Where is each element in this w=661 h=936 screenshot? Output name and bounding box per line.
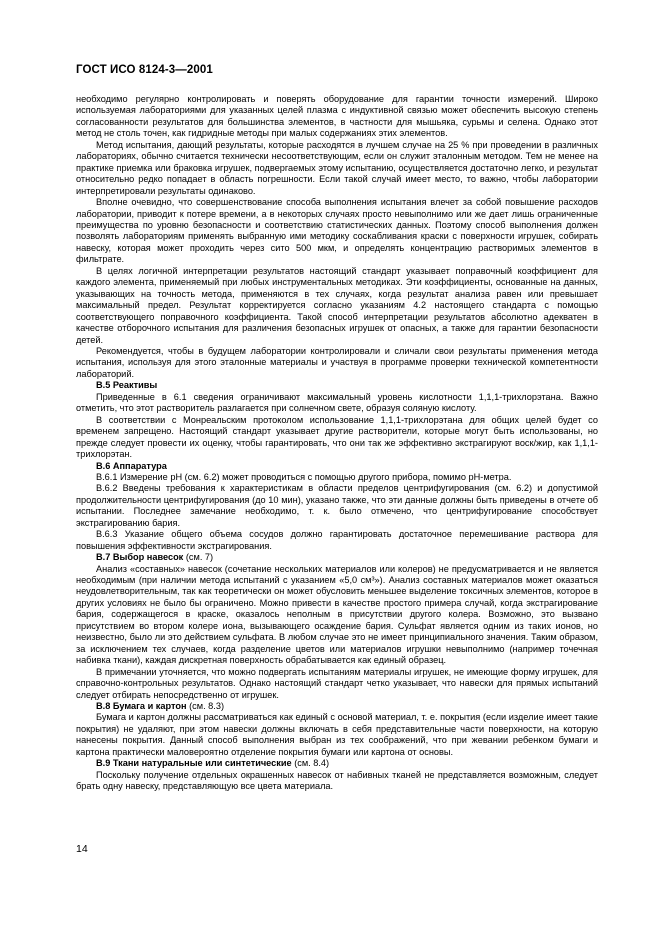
paragraph: В.6.1 Измерение pH (см. 6.2) может проводиться с помощью другого прибора, помимо pH-метра. [96, 471, 512, 482]
paragraph: Метод испытания, дающий результаты, которые расходятся в лучшем случае на 25 % при проведении в различных лабораториях, обычно считается технически несоответствующим, если он служит эталонным методом. Тем не менее на практике приемка или браковка игрушек, подвергаемых этому испытанию, осуществляется достаточно легко, и результат относительно редко попадает в область погрешности. Если такой случай имеет место, то важно, чтобы лаборатории интерпретировали результаты одинаково. [76, 139, 598, 196]
page-header: ГОСТ ИСО 8124-3—2001 [76, 64, 213, 76]
section-heading-b8 [76, 701, 598, 712]
paragraph: В целях логичной интерпретации результатов настоящий стандарт указывает поправочный коэффициент для каждого элемента, применяемый при любых инструментальных методиках. Эти коэффициенты, основанные на данных, указывающих на точность метода, применяются в тех случаях, когда результат анализа равен или превышает максимальный предел. Результат корректируется согласно указаниям 4.2 настоящего стандарта с помощью соответствующего поправочного коэффициента. Такой способ интерпретации результатов абсолютно адекватен в качестве отборочного испытания для различения безопасных игрушек от опасных, а также для гарантии безопасности детей. [76, 265, 598, 345]
paragraph: Рекомендуется, чтобы в будущем лаборатории контролировали и сличали свои результаты применения метода испытания, используя для этого эталонные материалы и участвуя в программе проверки технической компетентности лабораторий. [76, 345, 598, 379]
paragraph: В примечании уточняется, что можно подвергать испытаниям материалы игрушек, не имеющие форму игрушек, для справочно-контрольных результатов. Однако настоящий стандарт четко указывает, что навески для прямых испытаний следует отбирать непосредственно от игрушек. [76, 666, 598, 700]
section-heading-b5: В.5 Реактивы [96, 380, 158, 391]
document-body [76, 94, 598, 793]
paragraph: Приведенные в 6.1 сведения ограничивают максимальный уровень кислотности 1,1,1-трихлорэтана. Важно отметить, что этот растворитель разлагается при солнечном свете, образуя соляную кислоту. [76, 391, 598, 414]
heading-title: В.7 Выбор навесок [96, 552, 184, 563]
heading-reference: (см. 8.4) [294, 758, 330, 769]
paragraph: Анализ «составных» навесок (сочетание нескольких материалов или колеров) не предусматривается и не является необходимым (при наличии метода испытаний с указанием «5,0 см³»). Анализ составных материалов может оказаться неудовлетворительным, так как теоретически он может обусловить меньшее выделение токсичных элементов, которое в других условиях не было бы ограничено. Можно привести в качестве простого примера случай, когда экстрагирование бария, содержащегося в краске, оказалось неполным в присутствии другого колера. Возможно, это вызвано присутствием во втором колере иона, вызывающего осаждение бария. Сульфат является одним из таких ионов, но неизвестно, было ли это действием сульфата. В любом случае это не имеет принципиального значения. Таким образом, за исключением тех случаев, когда разделение цветов или материалов игрушки невыполнимо (например точечная набивка ткани), каждая дискретная поверхность обрабатывается как единый образец. [76, 563, 598, 666]
paragraph: Бумага и картон должны рассматриваться как единый с основой материал, т. е. покрытия (если изделие имеет такие покрытия) не удаляют, при этом навески должны включать в себя представительные части поверхности, на которую нанесены покрытия. Данный способ выполнения выбран из тех соображений, что при жевании ребенком бумаги и картона практически маловероятно отделение покрытия бумаги или картона от основы. [76, 712, 598, 757]
paragraph: В соответствии с Монреальским протоколом использование 1,1,1-трихлорэтана для общих целей будет со временем запрещено. Настоящий стандарт указывает другие растворители, которые могут быть использованы, но прежде следует провести их оценку, чтобы гарантировать, что они так же эффективно экстрагируют воск/жир, как 1,1,1-трихлорэтан. [76, 414, 598, 460]
heading-title: В.8 Бумага и картон [96, 701, 187, 712]
paragraph: В.6.2 Введены требования к характеристикам в области пределов центрифугирования (см. 6.2) и допустимой продолжительности центрифугирования (до 10 мин), указано также, что эти данные должны быть приведены в отчете об испытании. Последнее замечание необходимо, т. к. было отмечено, что центрифугирование способствует экстрагированию бария. [76, 483, 598, 528]
paragraph: В.6.3 Указание общего объема сосудов должно гарантировать достаточное перемешивание раствора для повышения эффективности экстрагирования. [76, 529, 598, 551]
paragraph: необходимо регулярно контролировать и поверять оборудование для гарантии точности измерений. Широко используемая лабораториями для указанных целей плазма с индуктивной связью может обеспечить высокую степень согласованности результатов для большинства элементов, в частности для мышьяка, сурьмы и селена. Однако этот метод не столь точен, как гидридные методы при малых содержаниях этих элементов. [76, 94, 598, 139]
heading-title: В.9 Ткани натуральные или синтетические [96, 758, 292, 769]
section-heading-b6: В.6 Аппаратура [96, 460, 167, 471]
page-number: 14 [76, 843, 88, 855]
heading-reference: (см. 8.3) [189, 701, 225, 712]
section-heading-b7 [76, 552, 598, 563]
paragraph: Поскольку получение отдельных окрашенных навесок от набивных тканей не представляется возможным, следует брать одну навеску, представляющую все цвета материала. [76, 769, 598, 792]
paragraph: Вполне очевидно, что совершенствование способа выполнения испытания влечет за собой повышение расходов лаборатории, приводит к потере времени, а в некоторых случаях просто невыполнимо или же дает лишь ограниченные преимущества по уровню безопасности и соответствию статистических данных. Поэтому способ выполнения должен позволять лабораториям применять выбранную ими методику соскабливания краски с поверхности игрушек, собирать навеску, которая может проходить через сито 500 мкм, и определять концентрацию растворимых элементов в фильтрате. [76, 197, 598, 265]
heading-reference: (см. 7) [185, 552, 214, 563]
section-heading-b9 [76, 758, 598, 769]
